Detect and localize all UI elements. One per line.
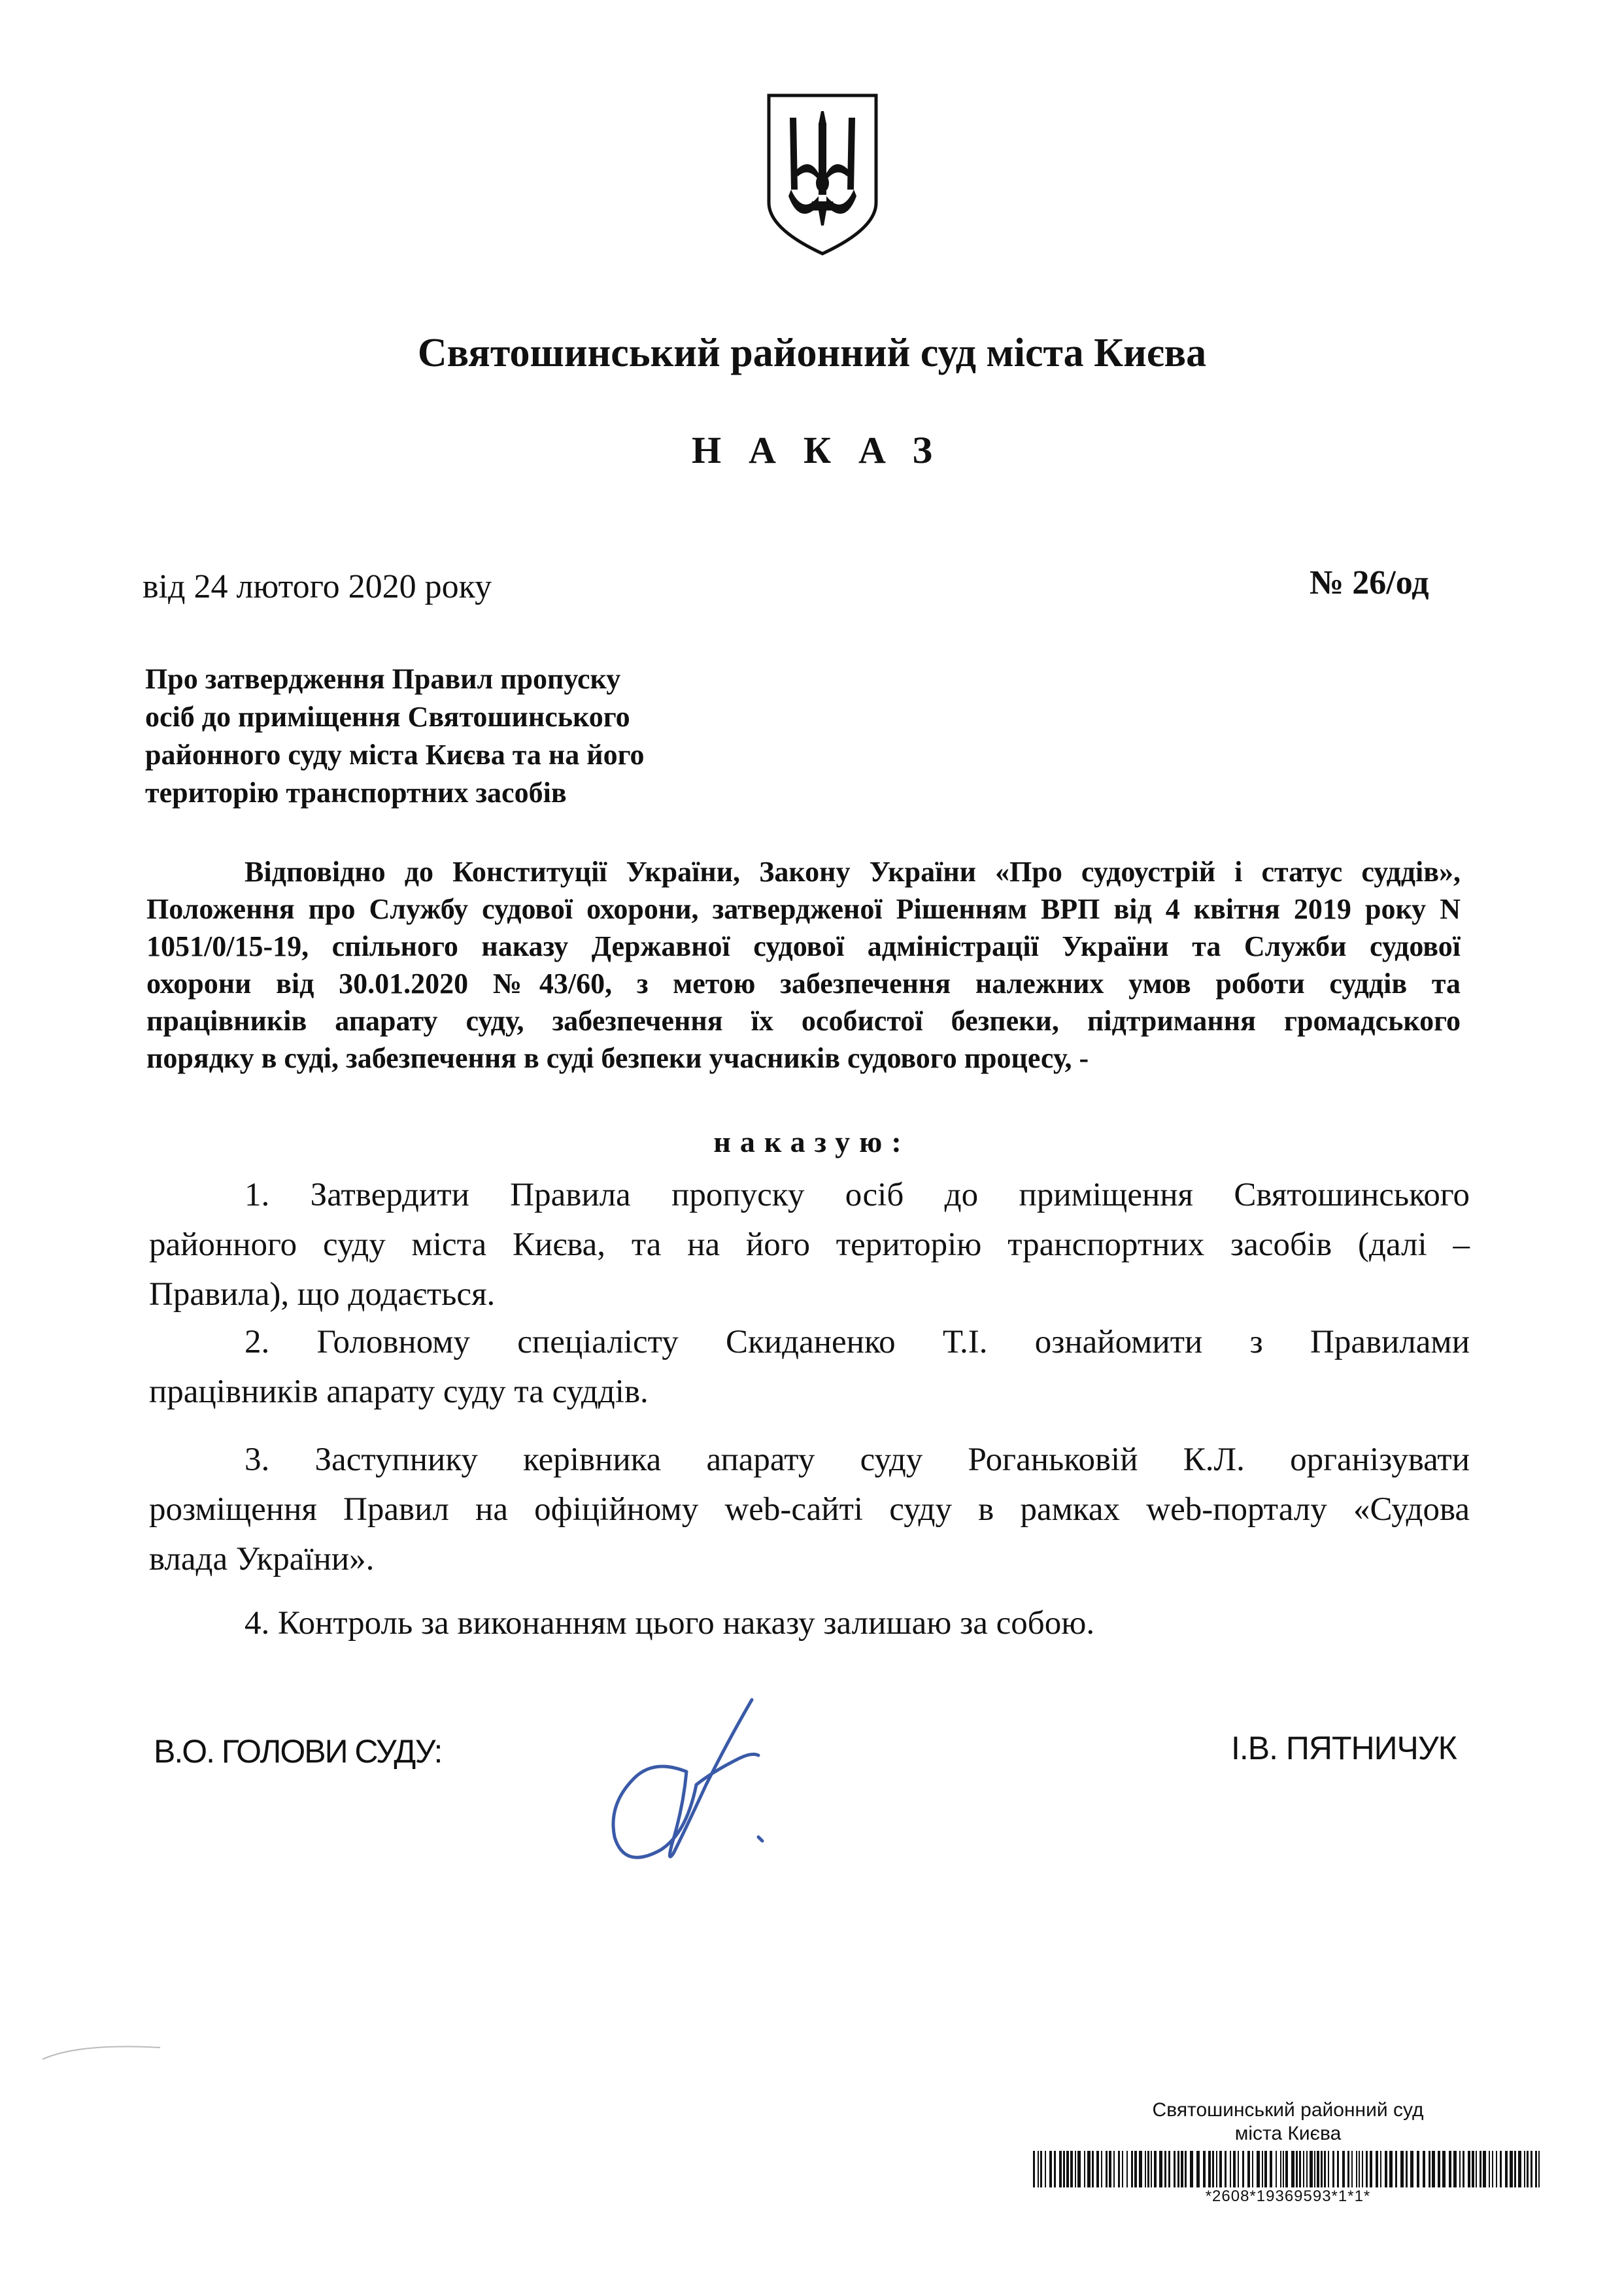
item-line: працівників апарату суду та суддів.: [149, 1374, 649, 1410]
barcode-bar: [1126, 2151, 1128, 2187]
barcode-bar: [1092, 2151, 1094, 2187]
barcode-bar: [1049, 2151, 1052, 2187]
handwritten-signature-icon: [588, 1687, 824, 1883]
barcode-bar: [1262, 2151, 1263, 2187]
barcode-bar: [1306, 2151, 1308, 2187]
order-date: від 24 лютого 2020 року: [143, 568, 492, 605]
barcode-bar: [1285, 2151, 1288, 2187]
barcode-bar: [1174, 2151, 1176, 2187]
item-line: 1. Затвердити Правила пропуску осіб до приміщення Святошинського: [245, 1177, 1470, 1213]
barcode-number: *2608*19369593*1*1*: [1205, 2187, 1371, 2205]
barcode-bar: [1113, 2151, 1115, 2187]
signatory-name: І.В. ПЯТНИЧУК: [1231, 1730, 1457, 1766]
barcode-bar: [1106, 2151, 1108, 2187]
barcode-bar: [1510, 2151, 1513, 2187]
barcode-bar: [1328, 2151, 1329, 2187]
barcode-bar: [1429, 2151, 1430, 2187]
barcode-bar: [1432, 2151, 1435, 2187]
barcode-bar: [1347, 2151, 1349, 2187]
preamble-line: Відповідно до Конституції України, Закону України «Про судоустрій і статус суддів»,: [245, 856, 1461, 888]
barcode-bar: [1310, 2151, 1313, 2187]
barcode-bar: [1225, 2151, 1226, 2187]
barcode-bar: [1219, 2151, 1222, 2187]
barcode-bar: [1040, 2151, 1042, 2187]
barcode-bar: [1084, 2151, 1085, 2187]
barcode-bar: [1406, 2151, 1408, 2187]
barcode-bar: [1468, 2151, 1470, 2187]
barcode-bar: [1134, 2151, 1137, 2187]
barcode-bar: [1154, 2151, 1157, 2187]
preamble-line: охорони від 30.01.2020 №43/60, з метою забезпечення належних умов роботи суддів та: [146, 968, 1461, 1000]
preamble-line: 1051/0/15-19, спільного наказу Державної судової адміністрації України та Служби судової: [146, 930, 1461, 962]
barcode-bar: [1463, 2151, 1464, 2187]
item-line: 4. Контроль за виконанням цього наказу залишаю за собою.: [245, 1605, 1095, 1642]
barcode-bar: [1438, 2151, 1440, 2187]
barcode-bar: [1177, 2151, 1179, 2187]
barcode-bar: [1168, 2151, 1170, 2187]
barcode-bar: [1337, 2151, 1339, 2187]
barcode-bar: [1518, 2151, 1521, 2187]
barcode-bar: [1500, 2151, 1502, 2187]
order-directive-word: наказую:: [713, 1125, 911, 1158]
barcode-bar: [1299, 2151, 1301, 2187]
document-type-heading: НАКАЗ: [691, 429, 960, 471]
stamp-court-line: Святошинський районний суд: [1152, 2099, 1424, 2121]
barcode-bar: [1376, 2151, 1378, 2187]
order-number: № 26/од: [1310, 564, 1429, 601]
barcode-bar: [1145, 2151, 1146, 2187]
barcode-bar: [1496, 2151, 1497, 2187]
scan-artifact-mark: [39, 2040, 163, 2066]
barcode-bar: [1230, 2151, 1231, 2187]
barcode-bar: [1527, 2151, 1529, 2187]
trident-emblem-icon: [764, 92, 881, 256]
order-item-1: [149, 1170, 1470, 1319]
barcode-bar: [1270, 2151, 1272, 2187]
barcode-bar: [1280, 2151, 1281, 2187]
item-line: 3. Заступнику керівника апарату суду Роганьковій К.Л. організувати: [245, 1442, 1470, 1478]
barcode-bar: [1296, 2151, 1298, 2187]
barcode-bar: [1147, 2151, 1149, 2187]
barcode-bar: [1359, 2151, 1360, 2187]
barcode-bar: [1489, 2151, 1490, 2187]
barcode-bar: [1077, 2151, 1081, 2187]
barcode-bar: [1045, 2151, 1046, 2187]
barcode-bar: [1087, 2151, 1091, 2187]
barcode-bar: [1324, 2151, 1326, 2187]
barcode-bar: [1321, 2151, 1323, 2187]
court-title: Святошинський районний суд міста Києва: [417, 331, 1207, 375]
barcode-bar: [1480, 2151, 1481, 2187]
barcode-bar: [1196, 2151, 1200, 2187]
order-item-3: [149, 1435, 1470, 1584]
barcode-bar: [1535, 2151, 1537, 2187]
order-item-2: [149, 1317, 1470, 1417]
item-line: 2. Головному спеціалісту Скиданенко Т.І. ознайомити з Правилами: [245, 1324, 1470, 1360]
barcode-bar: [1483, 2151, 1486, 2187]
barcode-bar: [1063, 2151, 1065, 2187]
preamble-line: порядку в суді, забезпечення в суді безпеки учасників судового процесу, -: [146, 1042, 1089, 1074]
barcode-bar: [1283, 2151, 1284, 2187]
barcode-bar: [1139, 2151, 1142, 2187]
barcode-bar: [1164, 2151, 1166, 2187]
signatory-title: В.О. ГОЛОВИ СУДУ:: [154, 1733, 442, 1770]
subject-line: осіб до приміщення Святошинського: [145, 701, 630, 733]
barcode-bar: [1242, 2151, 1244, 2187]
barcode-bar: [1380, 2151, 1381, 2187]
barcode-bar: [1356, 2151, 1357, 2187]
barcode-bar: [1351, 2151, 1353, 2187]
barcode-bar: [1332, 2151, 1334, 2187]
barcode-bar: [1131, 2151, 1133, 2187]
barcode-bar: [1216, 2151, 1217, 2187]
barcode-bar: [1252, 2151, 1253, 2187]
barcode-bar: [1524, 2151, 1525, 2187]
barcode-bar: [1185, 2151, 1187, 2187]
registration-stamp: [1026, 2099, 1549, 2206]
barcode-bar: [1208, 2151, 1211, 2187]
barcode-bar: [1531, 2151, 1532, 2187]
order-subject: [145, 660, 734, 812]
barcode-bar: [1538, 2151, 1540, 2187]
subject-line: районного суду міста Києва та на його: [145, 739, 645, 771]
barcode-bar: [1417, 2151, 1419, 2187]
barcode-bar: [1505, 2151, 1508, 2187]
subject-line: Про затвердження Правил пропуску: [145, 663, 621, 695]
barcode-bar: [1190, 2151, 1193, 2187]
barcode-bar: [1276, 2151, 1277, 2187]
barcode-bar: [1472, 2151, 1474, 2187]
barcode-bar: [1366, 2151, 1368, 2187]
barcode-bar: [1233, 2151, 1236, 2187]
barcode-bar: [1362, 2151, 1363, 2187]
order-item-4: [149, 1598, 1470, 1648]
barcode-bar: [1257, 2151, 1260, 2187]
barcode-bar: [1122, 2151, 1123, 2187]
barcode-bar: [1238, 2151, 1239, 2187]
item-line: районного суду міста Києва, та на його територію транспортних засобів (далі –: [149, 1226, 1470, 1263]
barcode-bar: [1159, 2151, 1162, 2187]
barcode-bar: [1385, 2151, 1387, 2187]
barcode-bar: [1389, 2151, 1393, 2187]
barcode-bar: [1118, 2151, 1120, 2187]
barcode-bar: [1370, 2151, 1372, 2187]
barcode-bar: [1514, 2151, 1516, 2187]
barcode-bar: [1395, 2151, 1397, 2187]
barcode-bar: [1453, 2151, 1457, 2187]
barcode-bar: [1151, 2151, 1152, 2187]
barcode-bar: [1247, 2151, 1250, 2187]
barcode-bar: [1459, 2151, 1461, 2187]
barcode-bar: [1317, 2151, 1319, 2187]
barcode-bar: [1038, 2151, 1039, 2187]
barcode-icon: [1033, 2151, 1543, 2187]
subject-line: територію транспортних засобів: [145, 777, 567, 809]
preamble-line: Положення про Службу судової охорони, затвердженої Рішенням ВРП від 4 квітня 2019 року N: [146, 893, 1461, 925]
barcode-bar: [1070, 2151, 1073, 2187]
barcode-bar: [1410, 2151, 1413, 2187]
barcode-bar: [1476, 2151, 1477, 2187]
barcode-bar: [1423, 2151, 1425, 2187]
barcode-bar: [1033, 2151, 1035, 2187]
barcode-bar: [1449, 2151, 1451, 2187]
barcode-bar: [1181, 2151, 1183, 2187]
barcode-bar: [1054, 2151, 1056, 2187]
barcode-bar: [1203, 2151, 1206, 2187]
item-line: розміщення Правил на офіційному web-сайті суду в рамках web-порталу «Судова: [149, 1491, 1470, 1528]
item-line: влада України».: [149, 1541, 375, 1577]
barcode-bar: [1291, 2151, 1294, 2187]
barcode-bar: [1442, 2151, 1446, 2187]
barcode-bar: [1075, 2151, 1076, 2187]
barcode-bar: [1400, 2151, 1404, 2187]
barcode-bar: [1492, 2151, 1493, 2187]
barcode-bar: [1342, 2151, 1345, 2187]
barcode-bar: [1264, 2151, 1267, 2187]
barcode-bar: [1109, 2151, 1111, 2187]
barcode-bar: [1314, 2151, 1315, 2187]
stamp-city-line: міста Києва: [1234, 2123, 1342, 2144]
barcode-bar: [1059, 2151, 1062, 2187]
preamble-line: працівників апарату суду, забезпечення їх особистої безпеки, підтримання громадського: [146, 1005, 1461, 1037]
barcode-bar: [1303, 2151, 1304, 2187]
barcode-bar: [1096, 2151, 1099, 2187]
item-line: Правила), що додається.: [149, 1276, 496, 1313]
barcode-bar: [1212, 2151, 1214, 2187]
preamble-paragraph: [146, 853, 1461, 1077]
barcode-bar: [1101, 2151, 1102, 2187]
barcode-bar: [1066, 2151, 1069, 2187]
